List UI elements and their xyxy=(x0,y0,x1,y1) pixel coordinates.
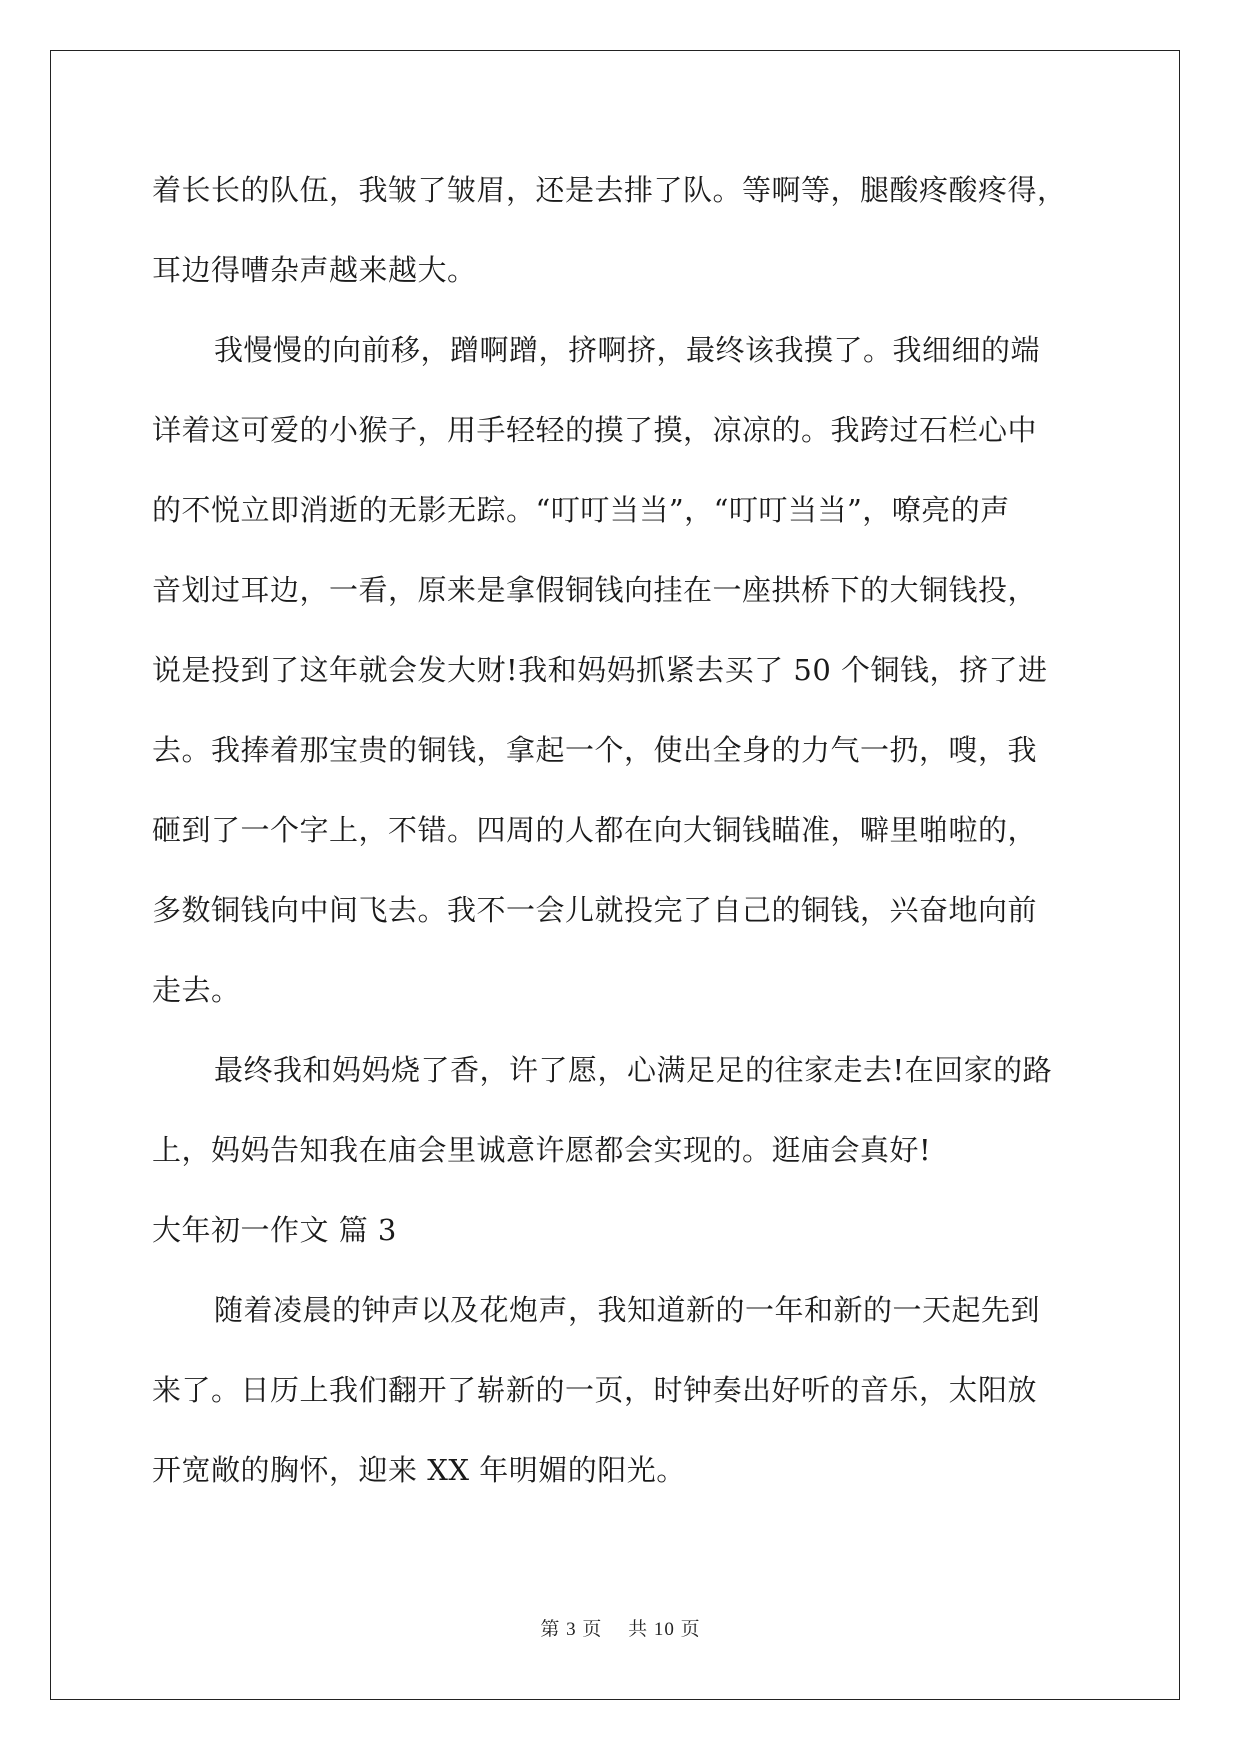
text-line: 走去。 xyxy=(152,973,241,1007)
text-line: 耳边得嘈杂声越来越大。 xyxy=(152,253,477,287)
section-heading: 大年初一作文 篇 3 xyxy=(152,1213,397,1247)
text-line: 说是投到了这年就会发大财!我和妈妈抓紧去买了 50 个铜钱，挤了进 xyxy=(152,653,1048,687)
text-line: 上，妈妈告知我在庙会里诚意许愿都会实现的。逛庙会真好! xyxy=(152,1133,932,1167)
text-line: 我慢慢的向前移，蹭啊蹭，挤啊挤，最终该我摸了。我细细的端 xyxy=(214,333,1041,367)
document-body xyxy=(152,150,1087,1510)
text-line: 最终我和妈妈烧了香，许了愿，心满足足的往家走去!在回家的路 xyxy=(214,1053,1053,1087)
text-line: 来了。日历上我们翻开了崭新的一页，时钟奏出好听的音乐，太阳放 xyxy=(152,1373,1038,1407)
paragraph-4 xyxy=(152,1270,1087,1510)
text-line: 详着这可爱的小猴子，用手轻轻的摸了摸，凉凉的。我跨过石栏心中 xyxy=(152,413,1038,447)
text-line: 的不悦立即消逝的无影无踪。“叮叮当当”，“叮叮当当”，嘹亮的声 xyxy=(152,493,1010,527)
text-line: 随着凌晨的钟声以及花炮声，我知道新的一年和新的一天起先到 xyxy=(214,1293,1041,1327)
page-total: 共 10 页 xyxy=(628,1619,701,1640)
text-line: 多数铜钱向中间飞去。我不一会儿就投完了自己的铜钱，兴奋地向前 xyxy=(152,893,1038,927)
text-line: 音划过耳边，一看，原来是拿假铜钱向挂在一座拱桥下的大铜钱投， xyxy=(152,573,1038,607)
text-line: 去。我捧着那宝贵的铜钱，拿起一个，使出全身的力气一扔，嗖，我 xyxy=(152,733,1038,767)
text-line: 开宽敞的胸怀，迎来 XX 年明媚的阳光。 xyxy=(152,1453,686,1487)
page-number: 第 3 页 xyxy=(540,1619,603,1640)
paragraph-2 xyxy=(152,310,1087,1030)
text-line: 着长长的队伍，我皱了皱眉，还是去排了队。等啊等，腿酸疼酸疼得， xyxy=(152,173,1067,207)
page-footer xyxy=(0,1614,1241,1641)
paragraph-1 xyxy=(152,150,1087,310)
text-line: 砸到了一个字上，不错。四周的人都在向大铜钱瞄准，噼里啪啦的， xyxy=(152,813,1038,847)
paragraph-3 xyxy=(152,1030,1087,1190)
